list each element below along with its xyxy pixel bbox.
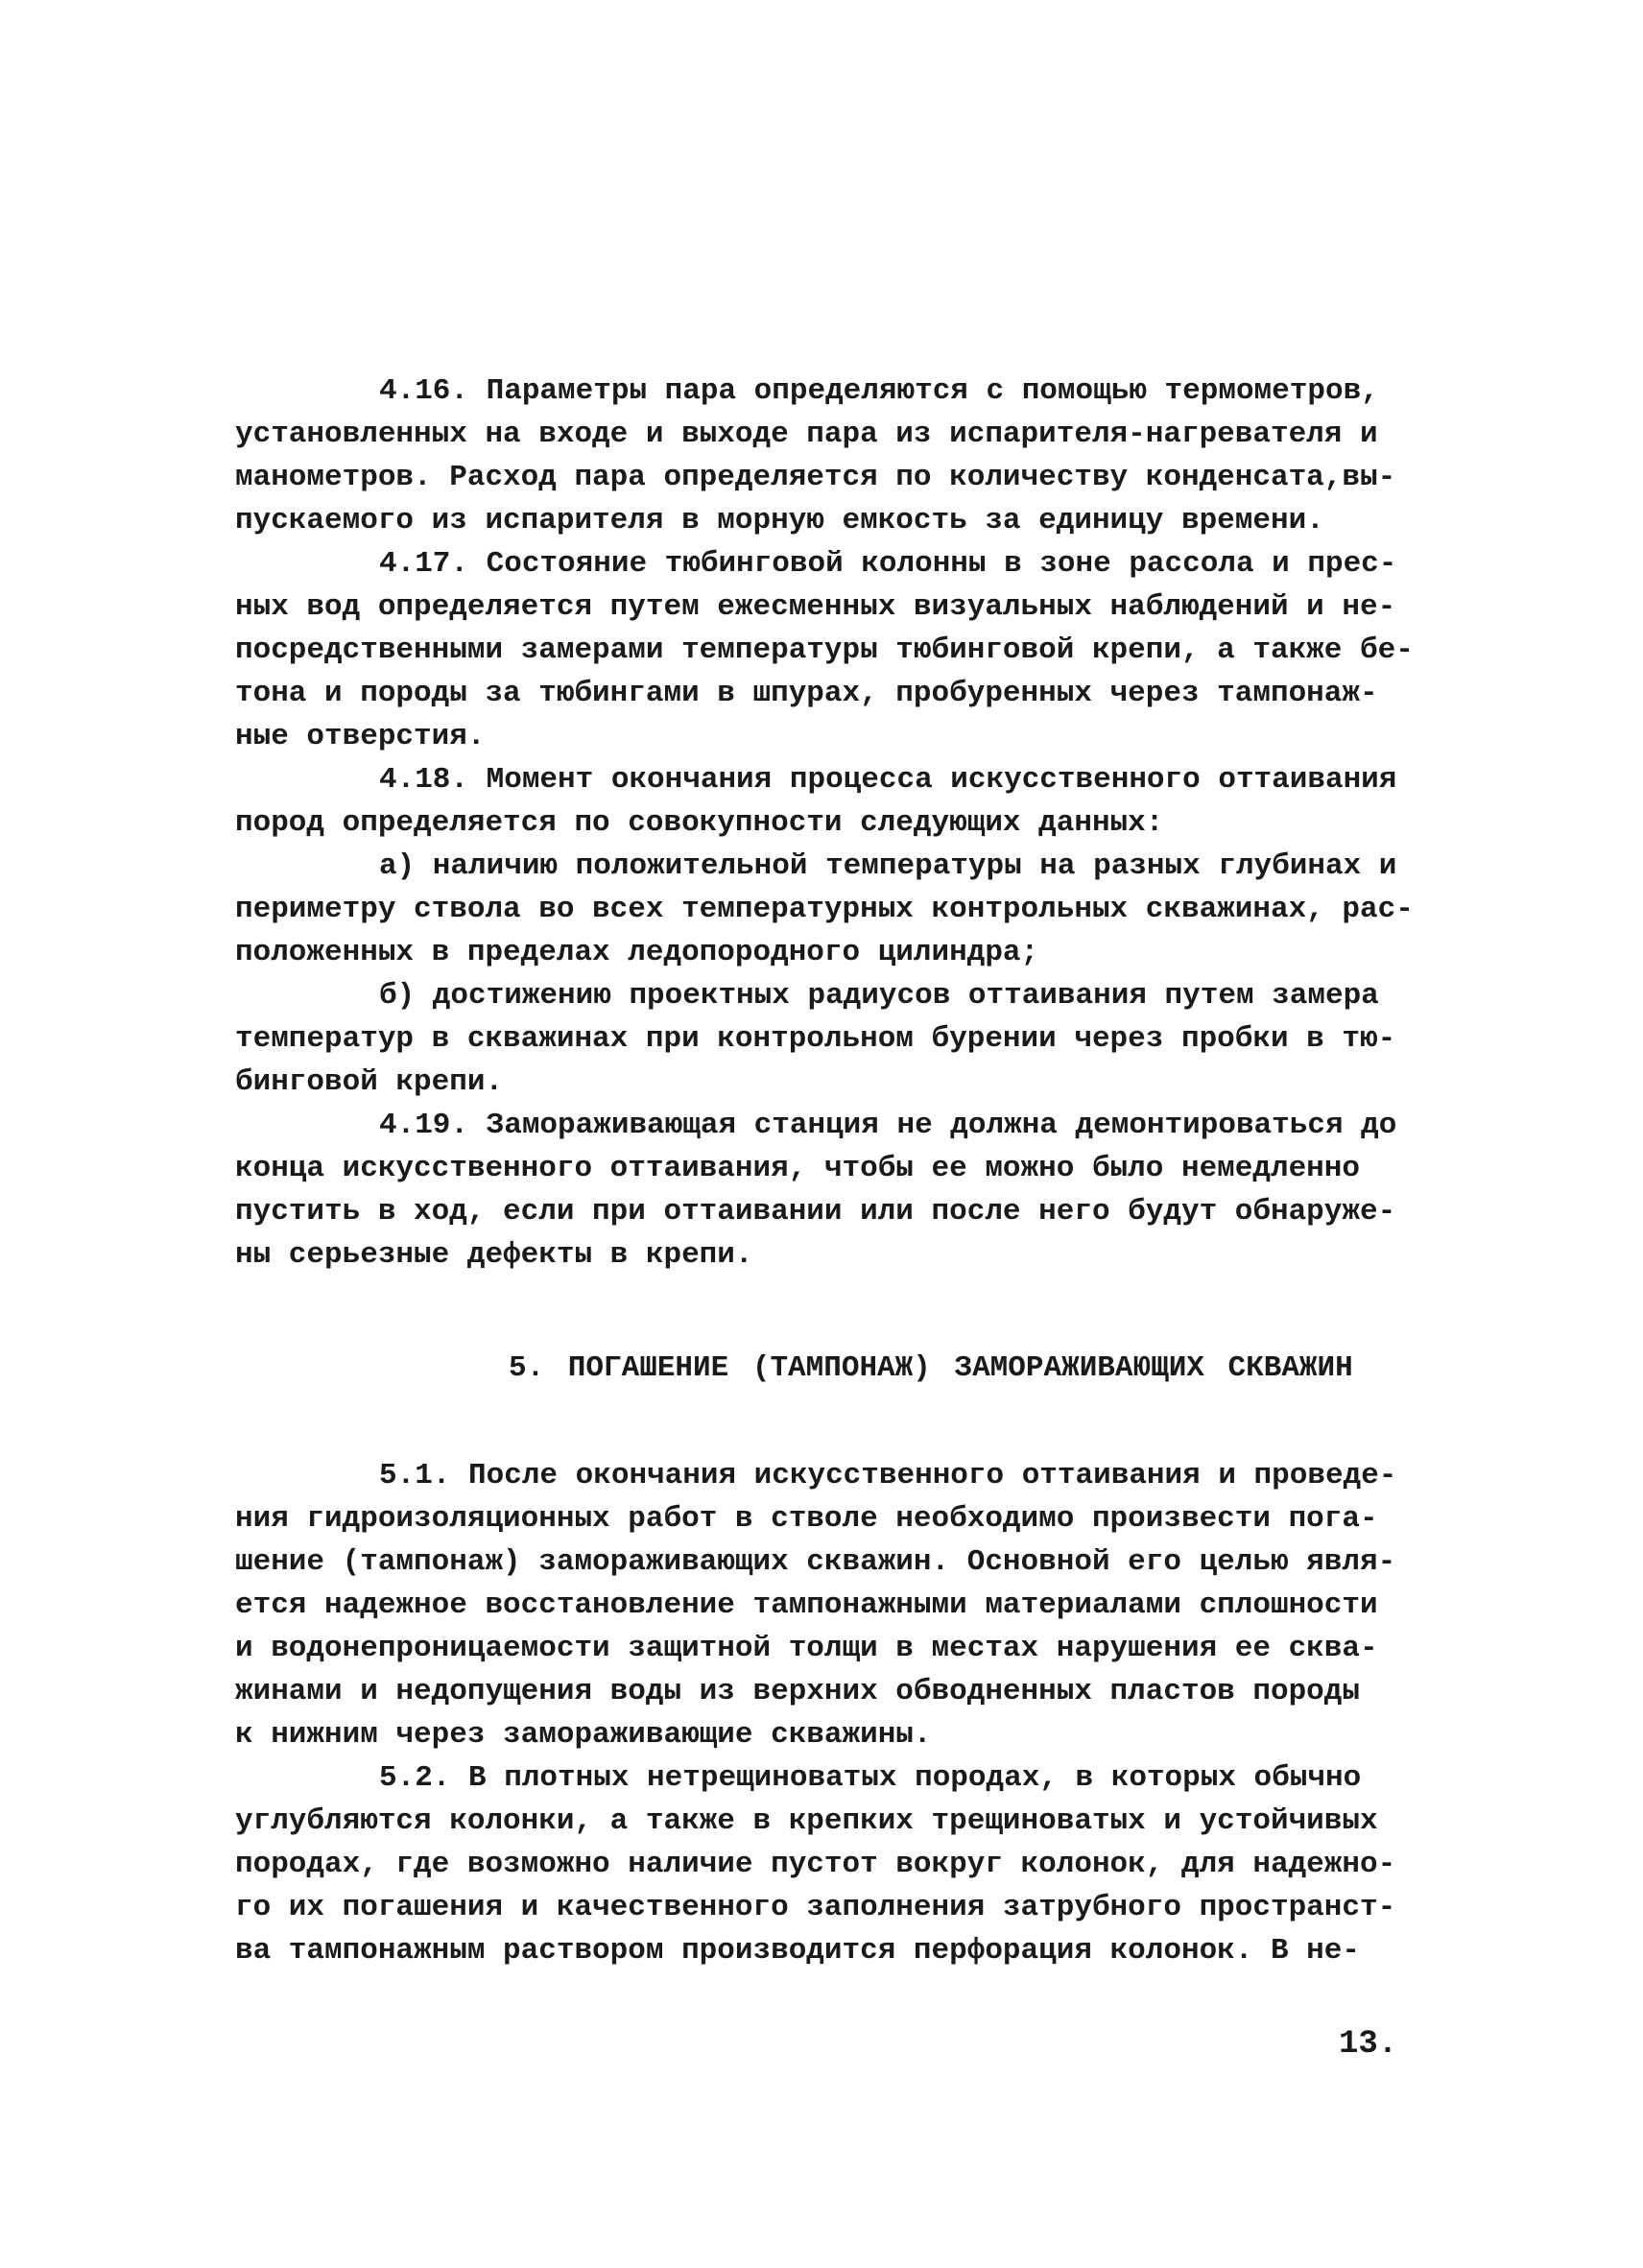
paragraph-line [235,1843,1425,1886]
line-text: 4.17. Состояние тюбинговой колонны в зоне рассола и прес- [379,547,1397,581]
line-text: тона и породы за тюбингами в шпурах, пробуренных через тампонаж- [235,677,1378,710]
line-text: бинговой крепи. [235,1065,504,1099]
paragraph-line [235,1886,1425,1929]
paragraph-line [235,1454,1425,1497]
paragraph-line [235,1713,1425,1756]
paragraph-line [235,456,1425,499]
paragraph-line [235,1190,1425,1233]
line-text: установленных на входе и выходе пара из испарителя-нагревателя и [235,418,1378,451]
line-text: 4.18. Момент окончания процесса искусственного оттаивания [379,763,1397,797]
paragraph-line [235,1756,1425,1800]
line-text: 5.1. После окончания искусственного оттаивания и проведе- [379,1459,1397,1492]
line-text: углубляются колонки, а также в крепких трещиноватых и устойчивых [235,1804,1378,1838]
section-5-text [235,1454,1425,1972]
line-text: пускаемого из испарителя в морную емкость за единицу времени. [235,504,1324,537]
paragraph-line [235,1497,1425,1540]
line-text: ется надежное восстановление тампонажными материалами сплошности [235,1588,1378,1622]
line-text: ны серьезные дефекты в крепи. [235,1238,753,1272]
paragraph-line [235,801,1425,845]
line-text: пустить в ход, если при оттаивании или после него будут обнаруже- [235,1195,1396,1229]
paragraph-line [235,931,1425,974]
line-text: го их погашения и качественного заполнения затрубного пространст- [235,1891,1396,1924]
paragraph-line [235,629,1425,672]
line-text: 4.19. Замораживающая станция не должна демонтироваться до [379,1109,1397,1142]
line-text: ные отверстия. [235,720,486,753]
paragraph-line [235,585,1425,629]
paragraph-line [235,370,1425,413]
line-text: ных вод определяется путем ежесменных визуальных наблюдений и не- [235,590,1396,624]
line-text: манометров. Расход пара определяется по количеству конденсата,вы- [235,461,1396,494]
line-text: ния гидроизоляционных работ в стволе необходимо произвести пога- [235,1502,1378,1536]
line-text: пород определяется по совокупности следующих данных: [235,806,1164,840]
line-text: а) наличию положительной температуры на разных глубинах и [379,849,1397,883]
paragraph-line [235,542,1425,585]
line-text: б) достижению проектных радиусов оттаивания путем замера [379,979,1379,1013]
paragraph-line [235,1800,1425,1843]
paragraph-line [235,758,1425,801]
line-text: жинами и недопущения воды из верхних обводненных пластов породы [235,1675,1360,1708]
paragraph-line [235,1584,1425,1627]
line-text: периметру ствола во всех температурных контрольных скважинах, рас- [235,893,1414,926]
page-number: 13. [1339,2026,1398,2063]
paragraph-line [235,413,1425,456]
line-text: конца искусственного оттаивания, чтобы ее можно было немедленно [235,1152,1360,1185]
paragraph-line [235,974,1425,1017]
paragraph-line [235,499,1425,542]
paragraph-line [235,1670,1425,1713]
line-text: температур в скважинах при контрольном бурении через пробки в тю- [235,1022,1396,1056]
paragraph-line [235,1627,1425,1670]
paragraph-line [235,1540,1425,1584]
paragraph-line [235,1233,1425,1277]
line-text: посредственными замерами температуры тюбинговой крепи, а также бе- [235,633,1414,667]
line-text: 5.2. В плотных нетрещиноватых породах, в которых обычно [379,1761,1362,1795]
paragraph-line [235,1929,1425,1972]
line-text: и водонепроницаемости защитной толщи в местах нарушения ее сква- [235,1632,1378,1665]
line-text: породах, где возможно наличие пустот вокруг колонок, для надежно- [235,1848,1396,1881]
line-text: шение (тампонаж) замораживающих скважин. Основной его целью явля- [235,1545,1396,1579]
line-text: положенных в пределах ледопородного цилиндра; [235,936,1039,969]
paragraph-line [235,1104,1425,1147]
section-4-text [235,370,1425,1277]
paragraph-line [235,1061,1425,1104]
paragraph-line [235,715,1425,758]
paragraph-line [235,888,1425,931]
paragraph-line [235,845,1425,888]
line-text: к нижним через замораживающие скважины. [235,1718,932,1752]
line-text: 4.16. Параметры пара определяются с помощью термометров, [379,374,1379,408]
paragraph-line [235,672,1425,715]
line-text: ва тампонажным раствором производится перфорация колонок. В не- [235,1934,1360,1968]
paragraph-line [235,1017,1425,1061]
paragraph-line [235,1147,1425,1190]
section-5-heading: 5. ПОГАШЕНИЕ (ТАМПОНАЖ) ЗАМОРАЖИВАЮЩИХ СКВАЖИН [509,1351,1353,1385]
